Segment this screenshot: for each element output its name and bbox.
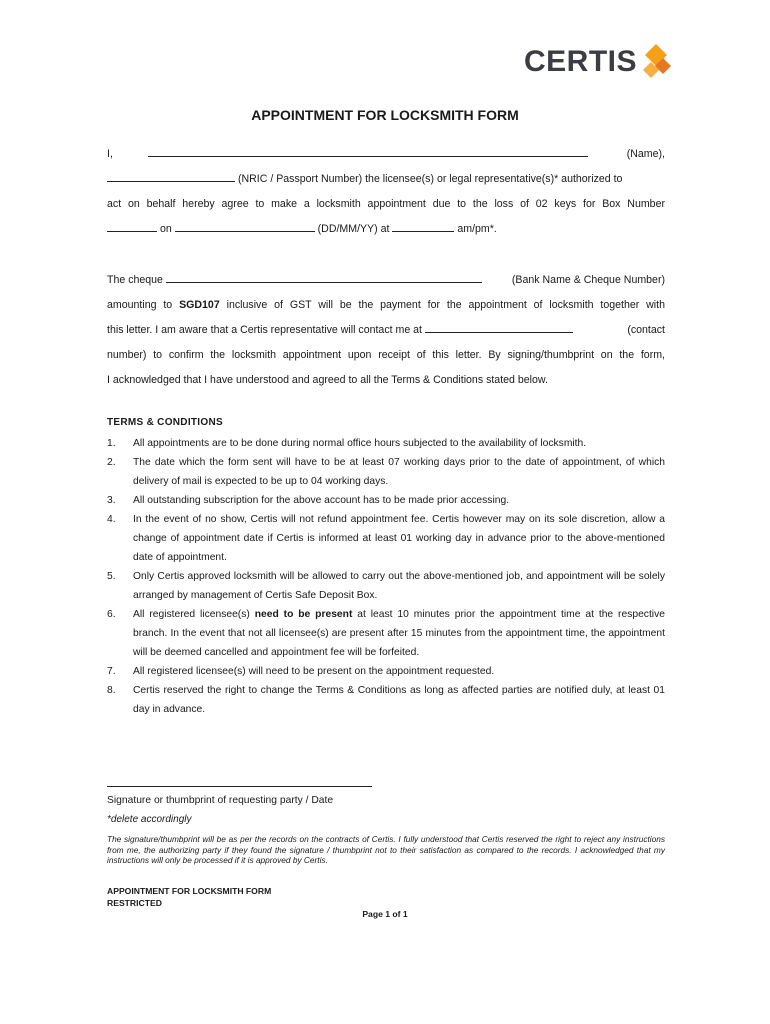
nric-line: (NRIC / Passport Number) the licensee(s) or legal representative(s)* authorized to [107,167,665,192]
diamond-logo-icon [641,44,671,80]
signature-field[interactable] [107,786,372,787]
name-line: I, (Name), [107,148,665,160]
footer-form-name: APPOINTMENT FOR LOCKSMITH FORM [107,886,272,896]
cheque-field[interactable] [166,272,482,283]
page-number: Page 1 of 1 [362,909,408,919]
box-number-field[interactable] [107,221,157,232]
confirmation-line: number) to confirm the locksmith appointment upon receipt of this letter. By signing/thumbprint on the form, [107,349,665,361]
signature-disclaimer: The signature/thumbprint will be as per the records on the contracts of Certis. I fully understood that Certis reserved the right to reject any instructions from me, the authorizing party if they found the signature / thumbprint not to their satisfaction as compared to the records. I acknowledged that my instructions will only be processed if it is approved by Certis. [107,834,665,865]
box-number-line: act on behalf hereby agree to make a locksmith appointment due to the loss of 02 keys for Box Number [107,198,665,210]
contact-line: this letter. I am aware that a Certis representative will contact me at (contact [107,324,665,336]
payment-section [107,268,665,393]
term-item: 2. The date which the form sent will have to be at least 07 working days prior to the date of appointment, of which delivery of mail is expected to be up to 04 working days. [107,457,665,487]
nric-passport-field[interactable] [107,171,235,182]
term-item: 4. In the event of no show, Certis will not refund appointment fee. Certis however may on its sole discretion, allow a change of appointment date if Certis is informed at least 01 working day in advance prior to the above-mentioned date of appointment. [107,514,665,563]
certis-logo [524,42,674,82]
amount-value: SGD107 [179,299,220,311]
term-item: 5. Only Certis approved locksmith will be allowed to carry out the above-mentioned job, and appointment will be solely arranged by management of Certis Safe Deposit Box. [107,571,665,601]
name-field[interactable] [148,146,588,157]
appointment-date-line: on (DD/MM/YY) at am/pm*. [107,217,665,242]
cheque-line: The cheque (Bank Name & Cheque Number) [107,274,665,286]
term-item: 7. All registered licensee(s) will need to be present on the appointment requested. [107,666,495,677]
footer-classification: RESTRICTED [107,898,162,908]
declaration-section [107,142,665,242]
delete-note: *delete accordingly [107,814,192,825]
acknowledgement-line: I acknowledged that I have understood and agreed to all the Terms & Conditions stated below. [107,374,548,386]
amount-line: amounting to SGD107 inclusive of GST will be the payment for the appointment of locksmith together with [107,299,665,311]
logo-wordmark: CERTIS [524,45,638,78]
emphasis-text: need to be present [254,609,353,620]
form-title: APPOINTMENT FOR LOCKSMITH FORM [251,107,519,123]
term-item: 3. All outstanding subscription for the above account has to be made prior accessing. [107,495,510,506]
terms-list [107,434,665,719]
appointment-time-field[interactable] [392,221,454,232]
contact-number-field[interactable] [425,322,573,333]
terms-heading: TERMS & CONDITIONS [107,417,223,428]
term-item: 8. Certis reserved the right to change the Terms & Conditions as long as affected parties are notified duly, at least 01 day in advance. [107,685,665,715]
term-item: 6. All registered licensee(s) need to be present at least 10 minutes prior the appointment time at the respective branch. In the event that not all licensee(s) are present after 15 minutes from the appointment time, the appointment will be deemed cancelled and appointment fee will be forfeited. [107,609,665,658]
term-item: 1. All appointments are to be done during normal office hours subjected to the availability of locksmith. [107,438,587,449]
footer-block [107,885,271,909]
signature-label: Signature or thumbprint of requesting party / Date [107,795,334,806]
appointment-date-field[interactable] [175,221,315,232]
